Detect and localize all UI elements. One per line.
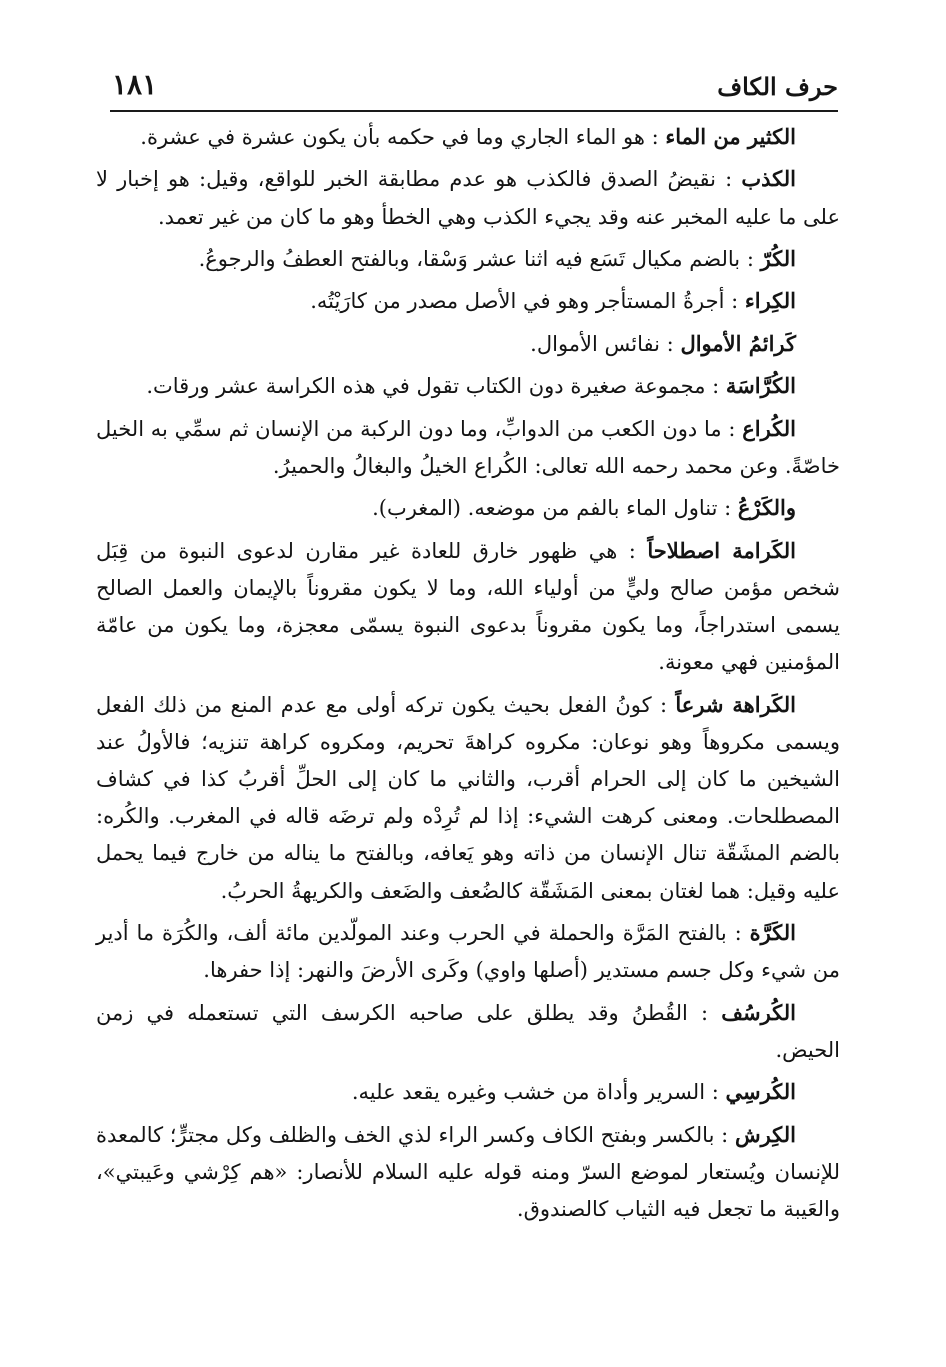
entry-term: الكَرَّة: [749, 919, 796, 945]
entry-term: الكِرش: [734, 1121, 796, 1147]
entry-al-kar: [96, 489, 840, 527]
entry-definition: : بالضم مكيال تَسَع فيه اثنا عشر وَسْقا، وبالفتح العطفُ والرجوعُ.: [198, 246, 761, 271]
entry-term: الكُرّ: [760, 245, 796, 271]
entry-term: الكَرامة اصطلاحاً: [647, 537, 796, 563]
section-title: حرف الكاف: [717, 72, 838, 101]
page-number: ١٨١: [112, 68, 158, 101]
entry-definition: : هو الماء الجاري وما في حكمه بأن يكون عشرة في عشرة.: [140, 125, 666, 149]
entry-al-karra: [96, 914, 840, 989]
entry-term: الكذب: [741, 166, 796, 192]
entry-definition: : مجموعة صغيرة دون الكتاب تقول في هذه الكراسة عشر ورقات.: [146, 374, 726, 399]
entry-al-karaha: [96, 686, 840, 910]
entry-definition: : هي ظهور خارق للعادة غير مقارن لدعوى النبوة من قِبَل شخص مؤمن صالح وليٍّ من أولياء الله، وما لا يكون مقروناً بالإيمان والعمل الصالح يسمى استدراجاً، وما يكون مقروناً بدعوى النبوة يسمّى معجزة، وما يكون من عامّة المؤمنين فهي معونة.: [96, 538, 840, 675]
entry-al-kurrasa: [96, 367, 840, 405]
entry-al-kathir: [96, 118, 840, 156]
entry-al-kurr: [96, 240, 840, 278]
entry-al-karama: [96, 532, 840, 682]
entry-al-kadhib: [96, 160, 840, 235]
entry-definition: : القُطنُ وقد يطلق على صاحبه الكرسف التي تستعمله في زمن الحيض.: [96, 1000, 840, 1062]
entry-definition: : ما دون الكعب من الدوابِّ، وما دون الركبة من الإنسان ثم سمِّي به الخيل خاصّةً. وعن محمد رحمه الله تعالى: الكُراع الخيلُ والبغالُ والحميرُ.: [96, 416, 840, 478]
entries-list: [96, 118, 840, 1232]
entry-term: الكُرسُف: [721, 999, 796, 1025]
entry-term: كَرائمُ الأموال: [680, 330, 796, 356]
entry-al-kirsh: [96, 1116, 840, 1229]
entry-term: الكُرسِي: [725, 1079, 796, 1105]
entry-term: الكُرَّاسَة: [725, 373, 796, 399]
header-rule: [110, 110, 838, 112]
entry-definition: : نفائس الأموال.: [530, 331, 681, 356]
entry-definition: : السرير وأداة من خشب وغيره يقعد عليه.: [351, 1080, 726, 1105]
entry-al-kursuf: [96, 994, 840, 1069]
entry-al-kira: [96, 282, 840, 320]
entry-definition: : بالكسر وبفتح الكاف وكسر الراء لذي الخف والظلف وكل مجترٍّ؛ كالمعدة للإنسان ويُستعار لموضع السرّ ومنه قوله عليه السلام للأنصار: «هم كِرْشي وعَيبتي»، والعَيبة ما تجعل فيه الثياب كالصندوق.: [96, 1122, 840, 1221]
entry-term: الكِراء: [744, 288, 796, 314]
entry-term: الكثير من الماء: [665, 124, 796, 149]
entry-al-kura: [96, 410, 840, 485]
entry-definition: : بالفتح المَرَّة والحملة في الحرب وعند المولّدين مائة ألف، والكُرَة ما أدير من شيء وكل جسم مستدير (أصلها واوي) وكَرى الأرضَ والنهر: إذا حفرها.: [96, 920, 840, 983]
entry-definition: : تناول الماء بالفم من موضعه. (المغرب).: [372, 496, 738, 521]
entry-definition: : كونُ الفعل بحيث يكون تركه أولى مع عدم المنع من ذلك الفعل ويسمى مكروهاً وهو نوعان: مكروه كراهةَ تحريم، ومكروه كراهة تنزيه؛ فالأولُ عند الشيخين ما كان إلى الحرام أقرب، والثاني ما كان إلى الحلِّ أقربُ كذا في كشاف المصطلحات. ومعنى كرهت الشيء: إذا لم تُرِدْه ولم ترضَه قاله في المغرب. والكُره: بالضم المشَقّة تنال الإنسان من ذاته وهو يَعافه، وبالفتح ما يناله من خارج فيما يحمل عليه وقيل: هما لغتان بمعنى المَشَقّة كالضُعف والضَعف والكريهةُ الحربُ.: [96, 692, 840, 903]
entry-term: والكَرْعُ: [737, 495, 796, 521]
entry-term: الكَراهة شرعاً: [675, 691, 797, 717]
entry-karaim-al-amwal: [96, 325, 840, 363]
page-header: [112, 58, 838, 108]
entry-al-kursi: [96, 1073, 840, 1111]
entry-definition: : نقيضُ الصدق فالكذب هو عدم مطابقة الخبر للواقع، وقيل: هو إخبار لا على ما عليه المخبر عنه وقد يجيء الكذب وهي الخطأ وهو ما كان من غير تعمد.: [96, 167, 840, 229]
entry-definition: : أجرةُ المستأجر وهو في الأصل مصدر من كارَيْتُه.: [310, 289, 745, 314]
entry-term: الكُراع: [742, 415, 796, 441]
